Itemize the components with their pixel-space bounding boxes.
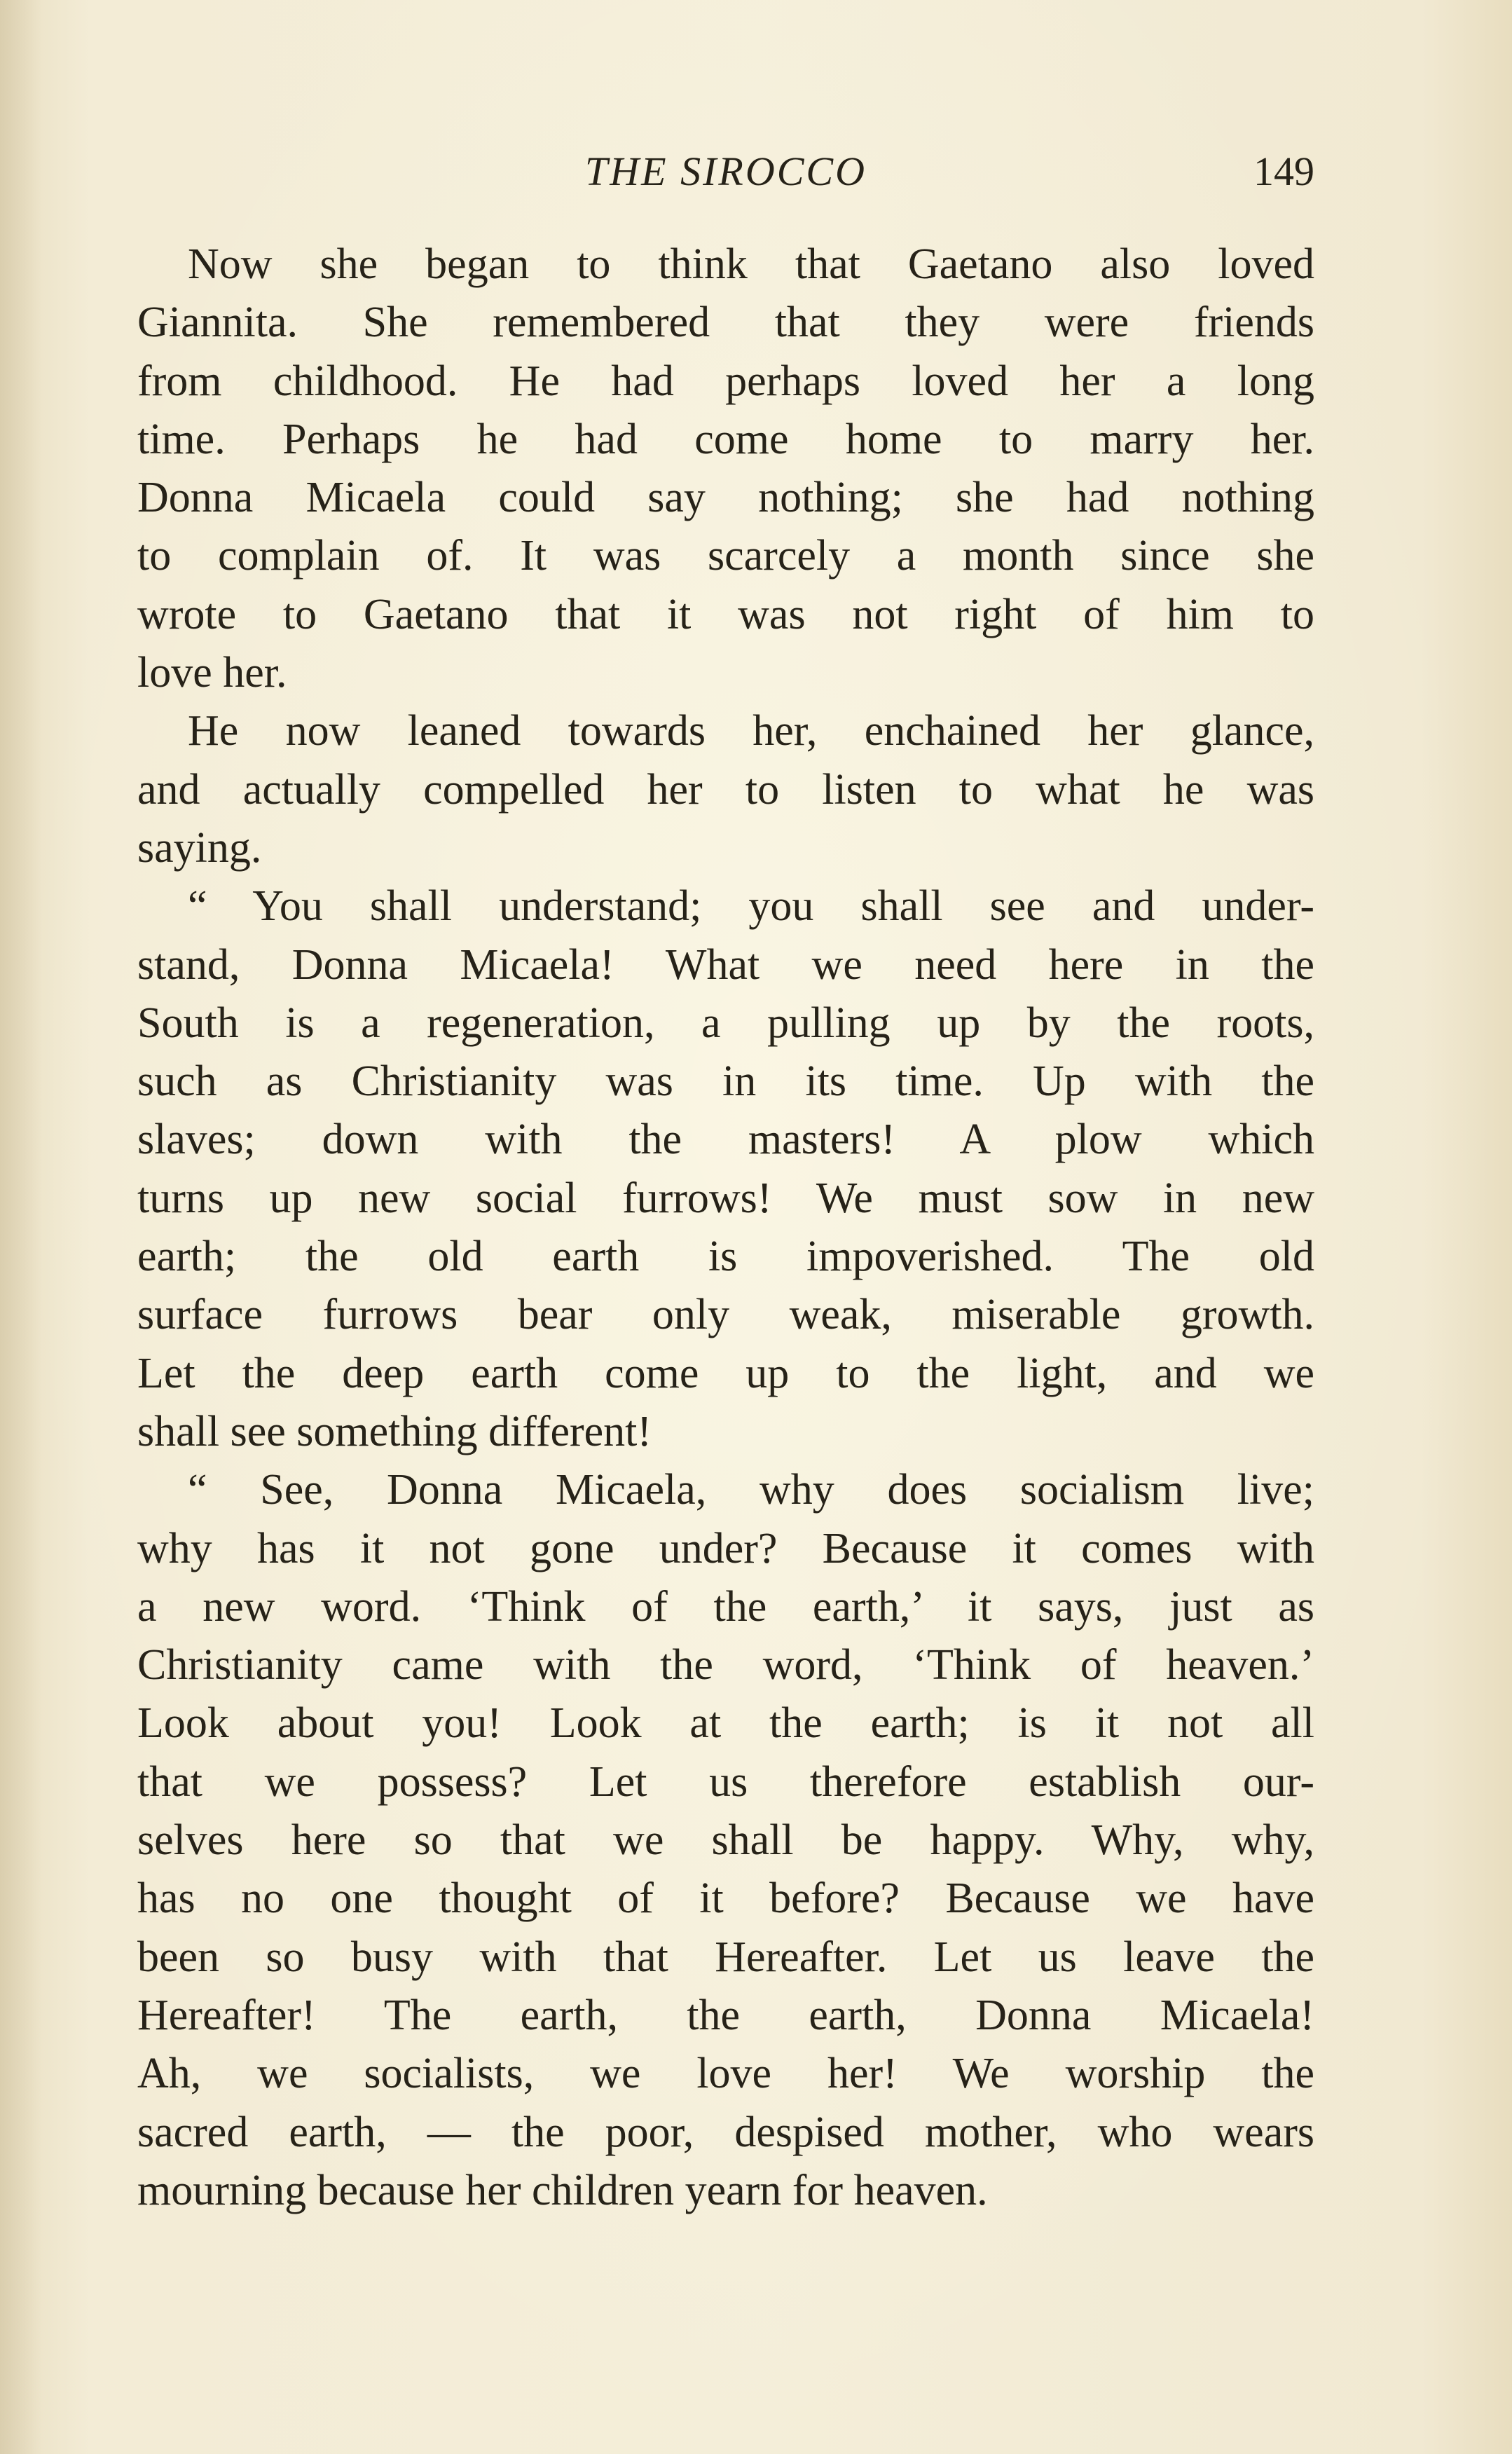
text-line: Hereafter! The earth, the earth, Donna Micaela! <box>137 1991 1314 2039</box>
text-line: love her. <box>137 649 287 697</box>
text-line: South is a regeneration, a pulling up by the roots, <box>137 999 1314 1047</box>
paragraph-2 <box>137 702 1314 877</box>
body-text <box>137 235 1314 2220</box>
text-line: such as Christianity was in its time. Up with the <box>137 1057 1314 1106</box>
text-line: been so busy with that Hereafter. Let us leave the <box>137 1933 1314 1981</box>
text-line: Christianity came with the word, ‘Think of heaven.’ <box>137 1641 1314 1689</box>
text-line: saying. <box>137 823 262 872</box>
running-title: THE SIROCCO <box>585 149 867 194</box>
running-head <box>137 144 1314 200</box>
text-line: Ah, we socialists, we love her! We worship the <box>137 2050 1314 2098</box>
text-line: Donna Micaela could say nothing; she had nothing <box>137 474 1314 522</box>
text-line: mourning because her children yearn for heaven. <box>137 2166 988 2214</box>
text-line: earth; the old earth is impoverished. The old <box>137 1233 1314 1281</box>
text-line: He now leaned towards her, enchained her glance, <box>188 707 1314 755</box>
text-line: wrote to Gaetano that it was not right of him to <box>137 590 1314 638</box>
text-line: time. Perhaps he had come home to marry her. <box>137 415 1314 463</box>
text-line: stand, Donna Micaela! What we need here in the <box>137 940 1314 989</box>
text-line: “ You shall understand; you shall see and under- <box>188 882 1314 931</box>
text-line: selves here so that we shall be happy. Why, why, <box>137 1816 1314 1865</box>
text-line: turns up new social furrows! We must sow in new <box>137 1174 1314 1222</box>
text-line: Giannita. She remembered that they were friends <box>137 299 1314 347</box>
text-line: and actually compelled her to listen to what he was <box>137 765 1314 814</box>
text-line: sacred earth, — the poor, despised mother, who wears <box>137 2108 1314 2156</box>
text-line: surface furrows bear only weak, miserable growth. <box>137 1291 1314 1339</box>
paragraph-3 <box>137 877 1314 1461</box>
text-line: “ See, Donna Micaela, why does socialism live; <box>188 1466 1314 1514</box>
text-line: shall see something different! <box>137 1407 652 1455</box>
text-line: Let the deep earth come up to the light, and we <box>137 1349 1314 1397</box>
gutter-shadow <box>0 0 42 2454</box>
text-line: from childhood. He had perhaps loved her a long <box>137 357 1314 405</box>
text-line: Look about you! Look at the earth; is it not all <box>137 1699 1314 1748</box>
text-line: why has it not gone under? Because it comes with <box>137 1524 1314 1572</box>
paragraph-1 <box>137 235 1314 702</box>
text-line: Now she began to think that Gaetano also loved <box>188 240 1314 288</box>
text-line: a new word. ‘Think of the earth,’ it says, just as <box>137 1582 1314 1631</box>
paragraph-4 <box>137 1461 1314 2220</box>
text-line: to complain of. It was scarcely a month since she <box>137 532 1314 580</box>
text-line: slaves; down with the masters! A plow which <box>137 1116 1314 1164</box>
text-line: that we possess? Let us therefore establish our- <box>137 1757 1314 1806</box>
text-line: has no one thought of it before? Because we have <box>137 1874 1314 1923</box>
page-number: 149 <box>1253 149 1314 194</box>
